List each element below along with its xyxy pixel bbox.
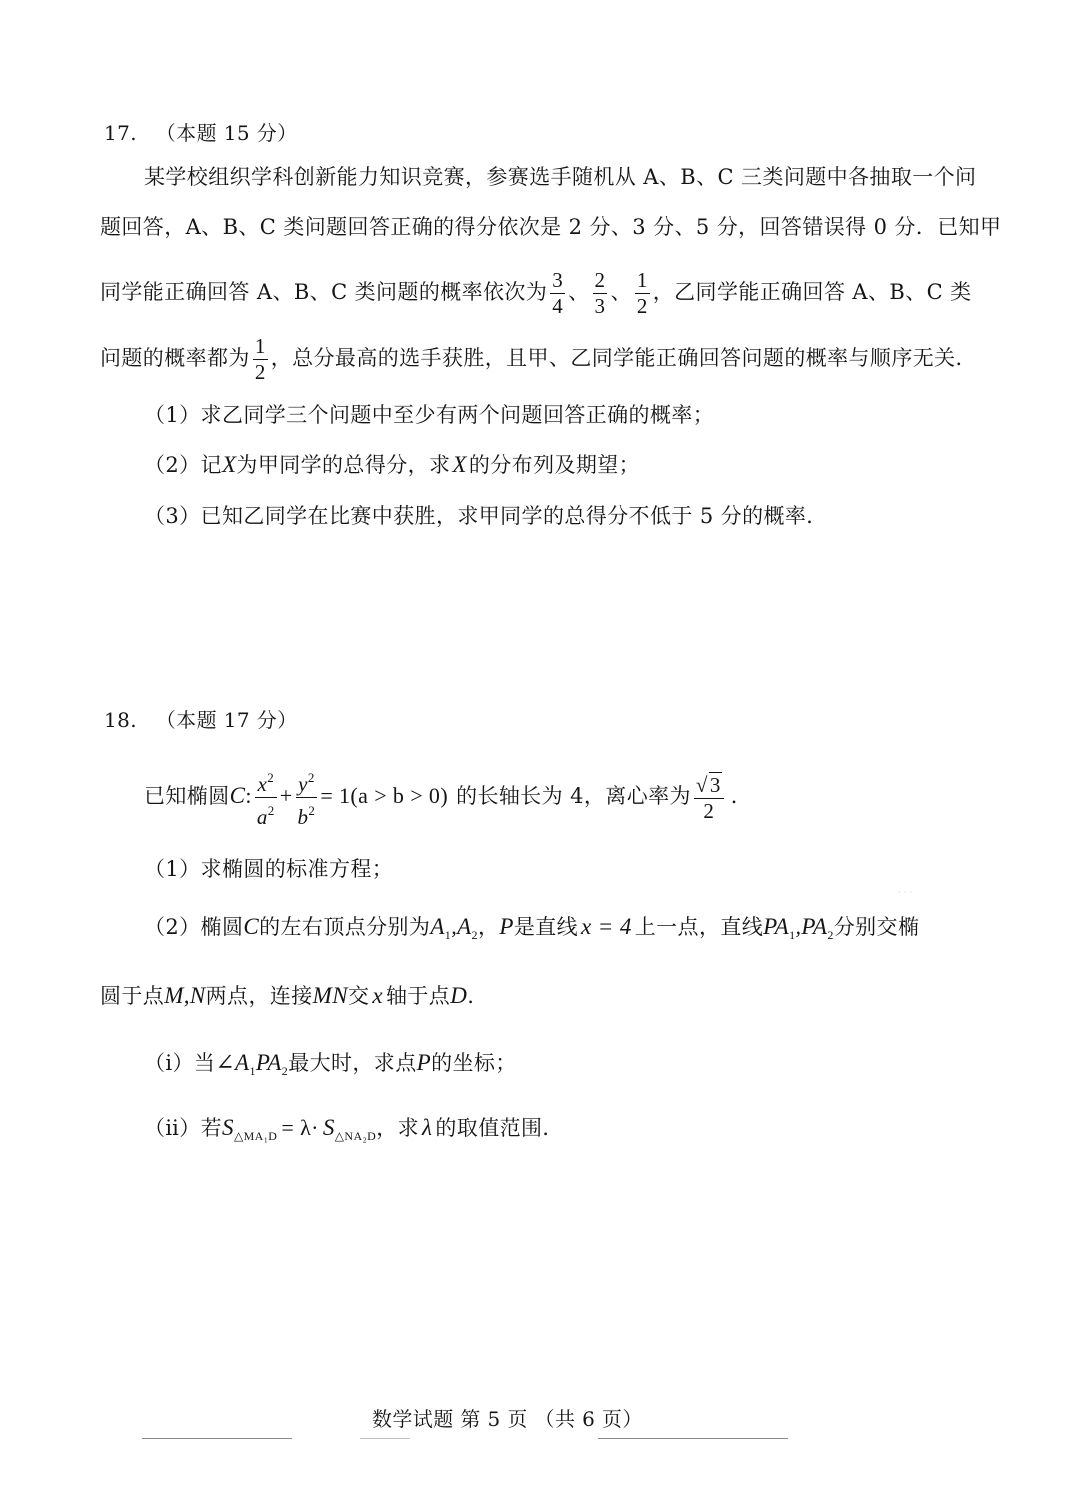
equation-rhs: = 1(a > b > 0): [320, 783, 449, 808]
fraction-one-half: [253, 334, 268, 385]
fraction-numerator: 2: [594, 268, 606, 292]
q18-subpart-i: [144, 1048, 517, 1086]
subscript: 1: [249, 1064, 256, 1078]
subscript: 2: [471, 928, 478, 942]
math-expression: = λ·: [281, 1115, 319, 1140]
subscript: 1: [444, 928, 452, 942]
question-17-header: [104, 118, 298, 148]
math-variable: PA: [763, 914, 790, 939]
fraction-three-quarters: [550, 268, 565, 319]
radicand: 3: [709, 772, 721, 797]
footer-rule-right: [598, 1438, 788, 1439]
math-variable: A: [457, 914, 472, 939]
text-segment: 的取值范围．: [435, 1116, 564, 1140]
q18-part-2-line-2: [100, 981, 474, 1011]
footer-rule-left: [142, 1438, 292, 1439]
q17-part-3: （3）已知乙同学在比赛中获胜，求甲同学的总得分不低于 5 分的概率．: [144, 504, 828, 528]
q17-stem-line-1: 某学校组织学科创新能力知识竞赛，参赛选手随机从 A、B、C 三类问题中各抽取一个问: [144, 165, 977, 189]
text-segment: 上一点，直线: [634, 915, 764, 939]
text-segment: 为甲同学的总得分，求: [236, 453, 451, 477]
q18-subpart-ii: [144, 1113, 564, 1151]
math-symbol: +: [279, 783, 293, 808]
text-segment: 圆于点: [100, 984, 165, 1008]
ellipse-term-y: [296, 765, 318, 830]
text-segment: 已知椭圆: [144, 784, 230, 808]
fraction-numerator: 3: [552, 268, 564, 292]
math-variable: S: [322, 1115, 335, 1140]
math-variable: P: [499, 914, 514, 939]
page-footer: 数学试题 第 5 页 （共 6 页）: [372, 1407, 643, 1431]
exponent: 2: [267, 803, 275, 818]
text-segment: （ⅰ）当: [144, 1051, 216, 1075]
q17-part-2: [144, 450, 640, 480]
math-angle: ∠A: [215, 1050, 250, 1075]
question-points: （本题 17 分）: [155, 708, 298, 732]
fraction-denominator: 3: [594, 294, 606, 318]
subscript: 2: [827, 928, 834, 942]
q17-part-1: （1）求乙同学三个问题中至少有两个问题回答正确的概率；: [144, 403, 715, 427]
question-points: （本题 15 分）: [155, 121, 298, 145]
q18-stem-line-1: [144, 765, 752, 830]
fraction-two-thirds: [593, 268, 608, 319]
math-variable: x: [257, 772, 268, 796]
math-symbol: ,: [451, 914, 458, 939]
math-variable: M,N: [164, 983, 206, 1008]
fraction-denominator: 2: [636, 294, 648, 318]
text-segment: （2）记: [144, 453, 222, 477]
math-variable: x: [372, 983, 383, 1008]
math-variable: S: [222, 1115, 234, 1140]
math-variable: a: [256, 805, 268, 829]
exponent: 2: [308, 803, 316, 818]
math-variable: D: [450, 983, 468, 1008]
math-variable: A: [430, 914, 445, 939]
text-segment: 的长轴长为 4，离心率为: [456, 784, 691, 808]
question-number: 17.: [104, 121, 138, 145]
text-segment: 是直线: [513, 915, 579, 939]
text-segment: ，乙同学能正确回答 A、B、C 类: [652, 280, 972, 304]
q18-part-2-line-1: [144, 912, 919, 950]
q17-stem-line-4: [100, 334, 977, 385]
text-segment: .: [467, 984, 475, 1008]
text-segment: 的左右顶点分别为: [259, 915, 431, 939]
eccentricity-fraction: $\frac{√3}{2}$: [694, 772, 724, 824]
exponent: 2: [267, 770, 275, 785]
text-segment: 同学能正确回答 A、B、C 类问题的概率依次为: [100, 280, 548, 304]
ellipse-term-x: [255, 765, 277, 830]
q18-part-1: （1）求椭圆的标准方程；: [144, 857, 394, 881]
text-segment: 问题的概率都为: [100, 346, 250, 370]
subscript: 2: [281, 1064, 289, 1078]
exponent: 2: [307, 770, 315, 785]
text-segment: ，总分最高的选手获胜，且甲、乙同学能正确回答问题的概率与顺序无关．: [270, 346, 977, 370]
math-variable: MN: [312, 983, 348, 1008]
text-segment: 的坐标；: [431, 1051, 517, 1075]
fraction-denominator: 2: [254, 360, 266, 384]
q17-stem-line-2: 题回答，A、B、C 类问题回答正确的得分依次是 2 分、3 分、5 分，回答错误得 0 分．已知甲: [100, 215, 1002, 239]
text-segment: ，: [477, 915, 500, 939]
text-segment: 最大时，求点: [288, 1051, 417, 1075]
math-symbol: :: [245, 783, 252, 808]
math-variable: λ: [422, 1115, 433, 1140]
math-variable: PA: [801, 914, 828, 939]
math-variable: b: [297, 805, 309, 829]
text-segment: 交: [347, 984, 370, 1008]
text-segment: 分别交椭: [833, 915, 920, 939]
math-variable: C: [243, 914, 260, 939]
footer-rule-mid: [360, 1438, 410, 1439]
math-variable: X: [221, 452, 237, 477]
fraction-denominator: 2: [703, 798, 715, 823]
math-variable: X: [452, 452, 467, 477]
scan-speck: · · ·: [898, 888, 913, 898]
math-variable: P: [416, 1050, 432, 1075]
math-expression: x = 4: [581, 914, 632, 939]
separator: 、: [568, 280, 590, 304]
separator: 、: [610, 280, 632, 304]
subscript: △MA₁D: [233, 1129, 278, 1143]
text-segment: ．: [730, 784, 753, 808]
subscript: △NA₂D: [334, 1129, 377, 1143]
math-variable: PA: [255, 1050, 282, 1075]
fraction-numerator: 1: [636, 268, 648, 292]
fraction-denominator: 4: [552, 294, 564, 318]
text-segment: 轴于点: [385, 984, 451, 1008]
subscript: 1: [789, 928, 796, 942]
text-segment: 的分布列及期望；: [468, 453, 641, 477]
fraction-numerator: 1: [254, 334, 266, 358]
math-symbol: ,: [795, 914, 802, 939]
math-variable: y: [298, 772, 308, 796]
math-variable: C: [229, 783, 246, 808]
text-segment: ，求: [376, 1116, 420, 1140]
text-segment: （2）椭圆: [144, 915, 244, 939]
question-18-header: [104, 705, 298, 735]
question-number: 18.: [104, 708, 138, 732]
q17-stem-line-3: [100, 268, 972, 319]
text-segment: （ⅱ）若: [144, 1116, 223, 1140]
fraction-one-half: [635, 268, 650, 319]
text-segment: 两点，连接: [205, 984, 313, 1008]
